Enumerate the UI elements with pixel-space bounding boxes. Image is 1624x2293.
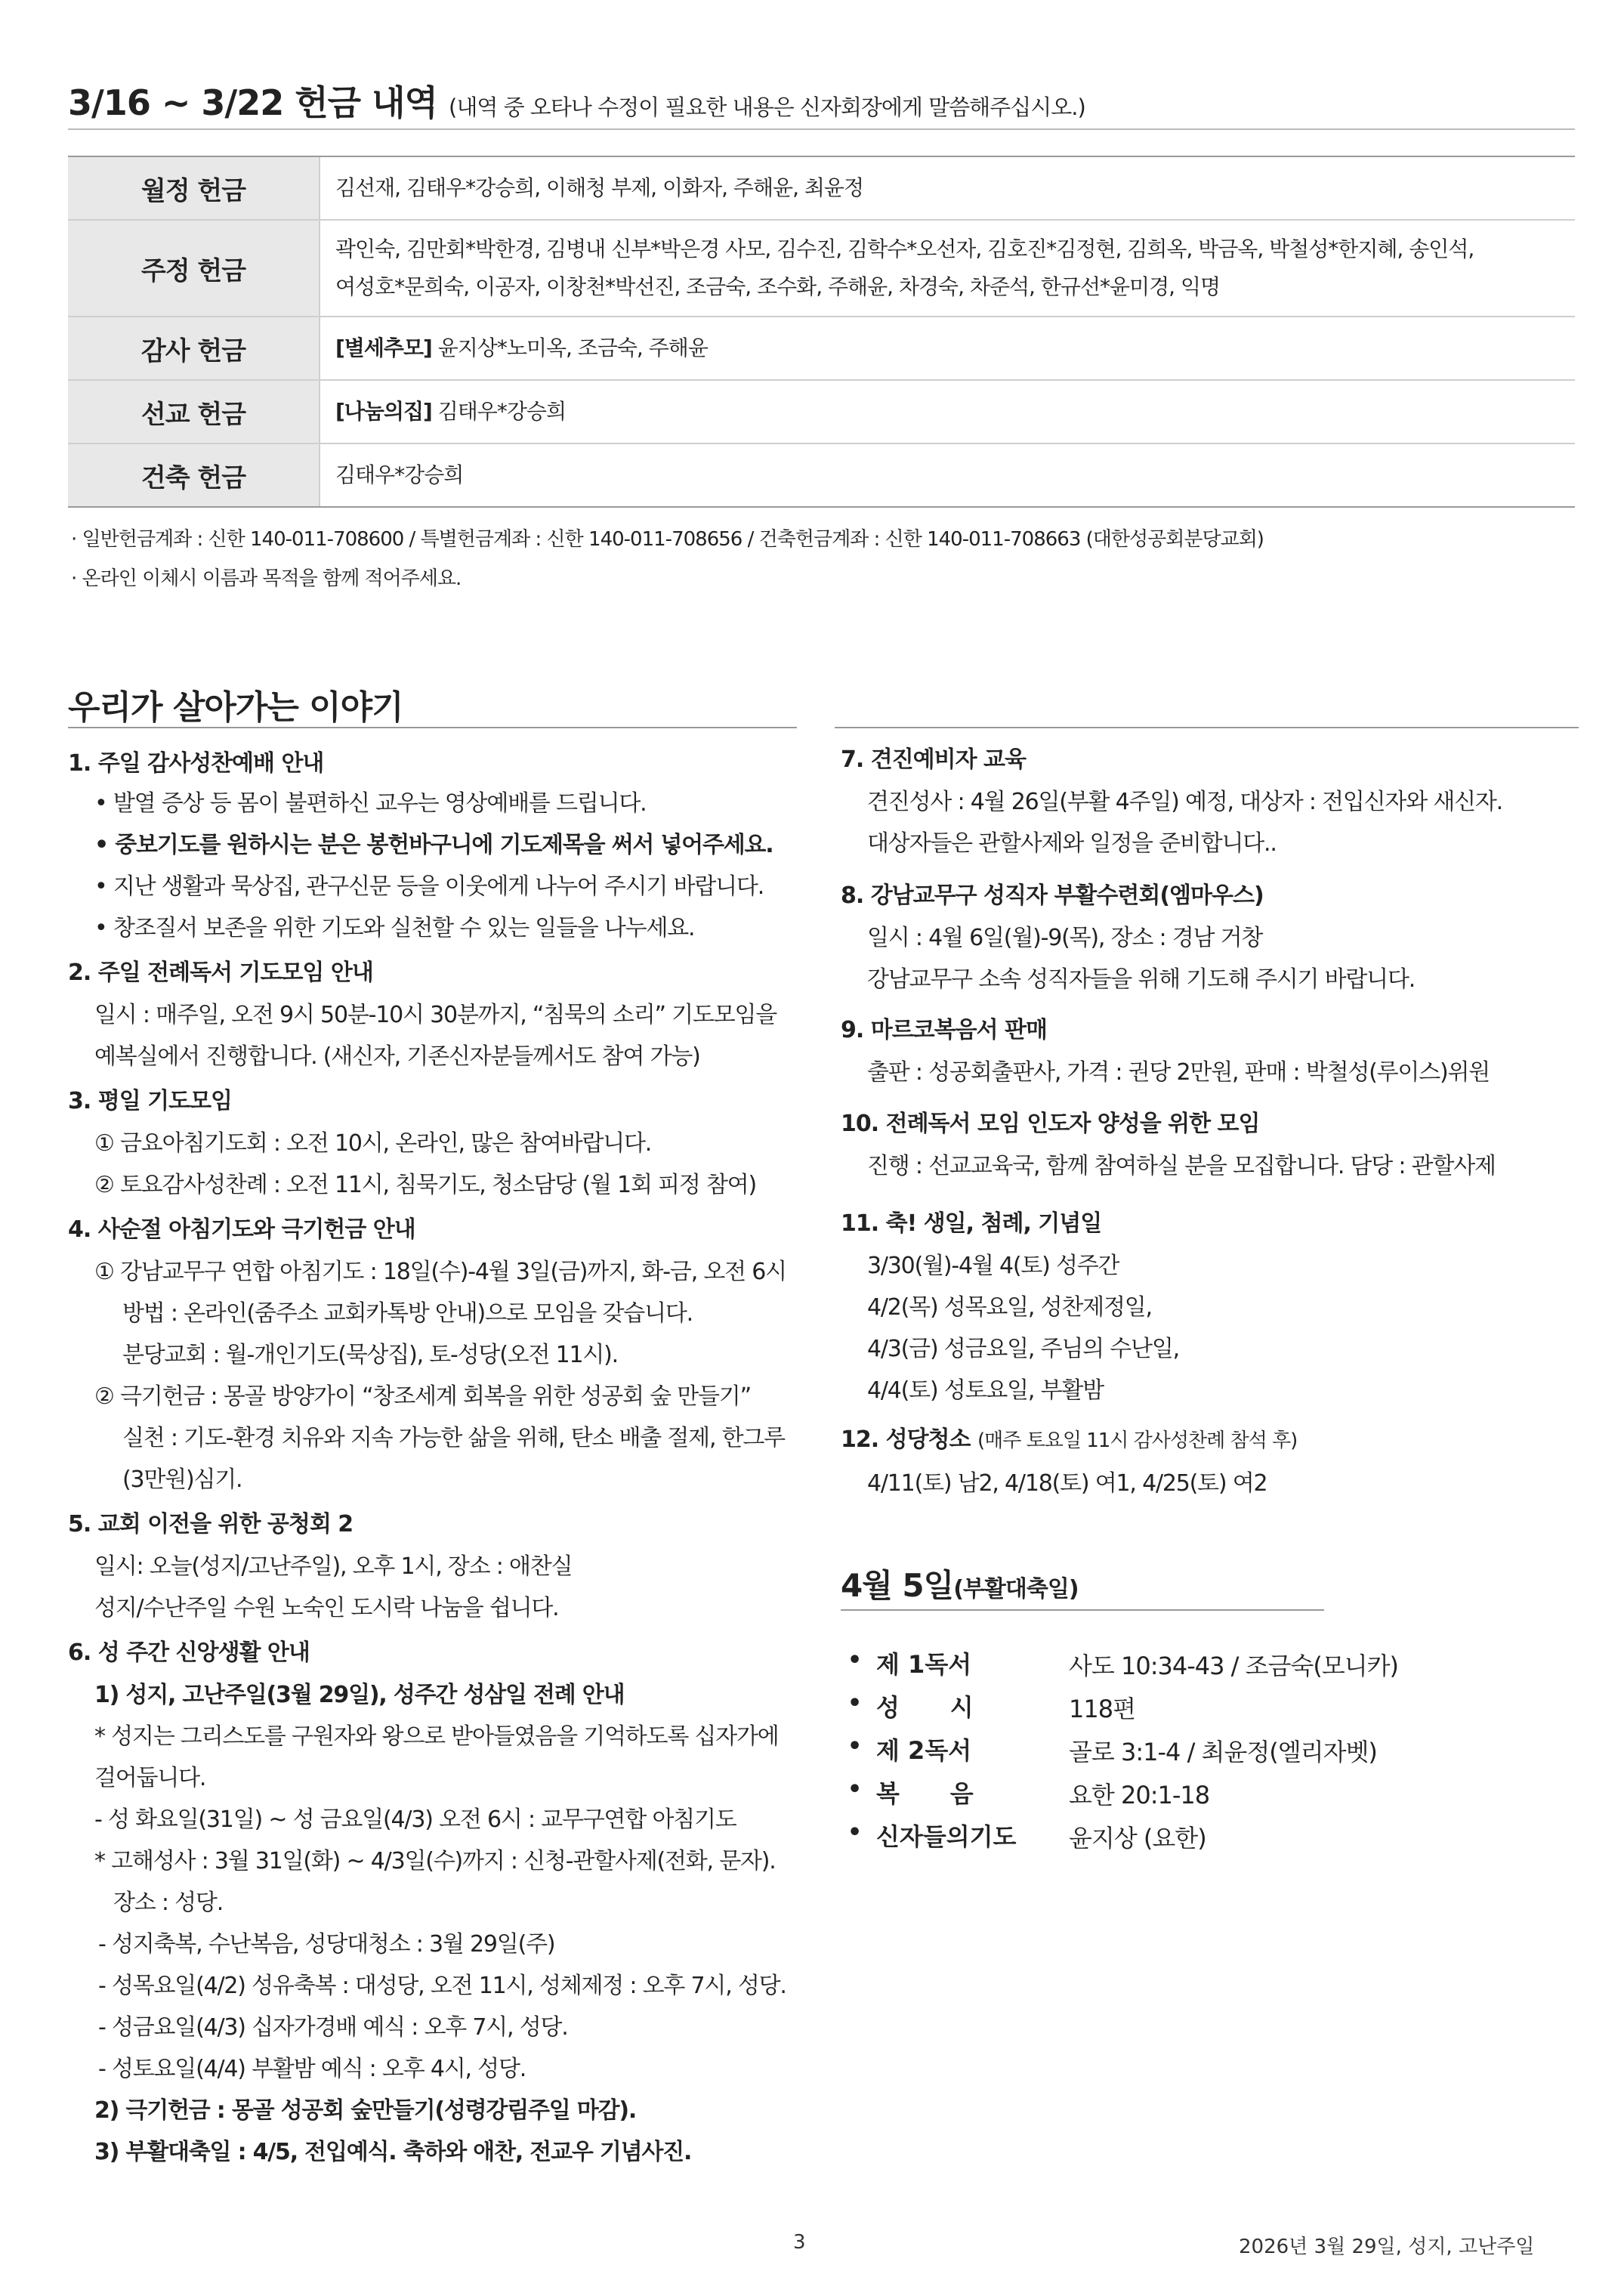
reading-value: 요한 20:1-18 <box>1069 1781 1210 1809</box>
reading-label: 제 1독서 <box>876 1650 972 1679</box>
offering-label: 감사 헌금 <box>68 317 320 380</box>
offering-row <box>68 380 1575 443</box>
reading-label: 제 2독서 <box>876 1736 972 1765</box>
item-line: 대상자들은 관할사제와 일정을 준비합니다.. <box>867 830 1277 857</box>
section-divider <box>835 727 1579 728</box>
item-subheading: 1) 성지, 고난주일(3월 29일), 성주간 성삼일 전례 안내 <box>94 1682 625 1708</box>
item-line: 걸어둡니다. <box>94 1765 206 1791</box>
offering-label: 건축 헌금 <box>68 443 320 507</box>
reading-label: 복 음 <box>876 1779 974 1808</box>
section-divider <box>68 727 797 728</box>
offering-names <box>320 317 1575 380</box>
item-line: 방법 : 온라인(줌주소 교회카톡방 안내)으로 모임을 갖습니다. <box>122 1300 693 1327</box>
offering-names-line: 김태우*강승희 <box>335 462 464 487</box>
offering-prefix: [나눔의집] <box>335 399 432 424</box>
item-line: 4/3(금) 성금요일, 주님의 수난일, <box>867 1336 1179 1362</box>
item-line: • 중보기도를 원하시는 분은 봉헌바구니에 기도제목을 써서 넣어주세요. <box>94 832 773 858</box>
item-subheading: 2) 극기헌금 : 몽골 성공회 숲만들기(성령강림주일 마감). <box>94 2097 637 2124</box>
reading-value: 118편 <box>1069 1695 1135 1723</box>
offering-title <box>68 76 1085 125</box>
item-heading-note: (매주 토요일 11시 감사성찬례 참석 후) <box>977 1429 1298 1452</box>
item-line: - 성 화요일(31일) ~ 성 금요일(4/3) 오전 6시 : 교무구연합 아침기도 <box>94 1806 736 1833</box>
item-line: - 성금요일(4/3) 십자가경배 예식 : 오후 7시, 성당. <box>98 2014 568 2041</box>
item-line: 성지/수난주일 수원 노숙인 도시락 나눔을 쉽니다. <box>94 1595 559 1621</box>
item-line: ② 토요감사성찬례 : 오전 11시, 침묵기도, 청소담당 (월 1회 피정 참여) <box>94 1172 757 1198</box>
item-line: 3/30(월)-4월 4(토) 성주간 <box>867 1253 1119 1279</box>
item-line: ① 금요아침기도회 : 오전 10시, 온라인, 많은 참여바랍니다. <box>94 1130 652 1157</box>
offering-names <box>320 220 1575 317</box>
offering-names <box>320 156 1575 220</box>
item-line: ① 강남교무구 연합 아침기도 : 18일(수)-4월 3일(금)까지, 화-금, 오전 6시 <box>94 1259 786 1285</box>
offering-names-line: 김선재, 김태우*강승희, 이해청 부제, 이화자, 주해윤, 최윤정 <box>335 175 864 200</box>
offering-names-line: 윤지상*노미옥, 조금숙, 주해윤 <box>431 335 708 360</box>
item-line: 강남교무구 소속 성직자들을 위해 기도해 주시기 바랍니다. <box>867 966 1416 993</box>
offering-table <box>68 156 1575 508</box>
item-heading: 10. 전례독서 모임 인도자 양성을 위한 모임 <box>841 1111 1260 1137</box>
offering-row <box>68 443 1575 507</box>
readings-date: 4월 5일 <box>841 1567 954 1604</box>
reading-label: 신자들의기도 <box>876 1822 1017 1851</box>
item-line: 일시: 오늘(성지/고난주일), 오후 1시, 장소 : 애찬실 <box>94 1553 573 1580</box>
item-heading-text: 12. 성당청소 <box>841 1426 971 1453</box>
footer-date: 2026년 3월 29일, 성지, 고난주일 <box>1239 2236 1535 2258</box>
offering-prefix: [별세추모] <box>335 335 432 360</box>
item-heading: 7. 견진예비자 교육 <box>841 746 1027 773</box>
readings-title <box>841 1561 1079 1606</box>
item-line: 4/2(목) 성목요일, 성찬제정일, <box>867 1294 1152 1321</box>
offering-row <box>68 220 1575 317</box>
readings-divider <box>841 1609 1324 1611</box>
item-line: • 지난 생활과 묵상집, 관구신문 등을 이웃에게 나누어 주시기 바랍니다. <box>94 873 764 900</box>
reading-label: 성 시 <box>876 1693 974 1722</box>
item-line: ② 극기헌금 : 몽골 방양가이 “창조세계 회복을 위한 성공회 숲 만들기” <box>94 1383 751 1410</box>
item-line: 예복실에서 진행합니다. (새신자, 기존신자분들께서도 참여 가능) <box>94 1043 700 1070</box>
item-heading: 5. 교회 이전을 위한 공청회 2 <box>68 1511 354 1537</box>
offering-names-line: 곽인숙, 김만회*박한경, 김병내 신부*박은경 사모, 김수진, 김학수*오선자, 김호진*김정현, 김희옥, 박금옥, 박철성*한지혜, 송인석, <box>335 236 1474 261</box>
item-line: • 창조질서 보존을 위한 기도와 실천할 수 있는 일들을 나누세요. <box>94 915 695 941</box>
bullet: • <box>848 1690 863 1717</box>
offering-names-line: 김태우*강승희 <box>431 399 566 424</box>
account-info: · 일반헌금계좌 : 신한 140-011-708600 / 특별헌금계좌 : 신한 140-011-708656 / 건축헌금계좌 : 신한 140-011-708663 (대한성공회분당교회) <box>71 528 1264 551</box>
item-line: 실천 : 기도-환경 치유와 지속 가능한 삶을 위해, 탄소 배출 절제, 한그루 <box>122 1425 785 1451</box>
item-heading: 6. 성 주간 신앙생활 안내 <box>68 1639 310 1666</box>
item-line: 일시 : 매주일, 오전 9시 50분-10시 30분까지, “침묵의 소리” 기도모임을 <box>94 1002 777 1028</box>
reading-value: 사도 10:34-43 / 조금숙(모니카) <box>1069 1652 1399 1680</box>
item-line: 4/11(토) 남2, 4/18(토) 여1, 4/25(토) 여2 <box>867 1470 1267 1497</box>
bullet: • <box>848 1733 863 1760</box>
offering-names <box>320 443 1575 507</box>
item-heading: 1. 주일 감사성찬예배 안내 <box>68 750 324 777</box>
item-heading: 4. 사순절 아침기도와 극기헌금 안내 <box>68 1216 415 1243</box>
item-line: (3만원)심기. <box>122 1466 242 1493</box>
item-line: * 성지는 그리스도를 구원자와 왕으로 받아들였음을 기억하도록 십자가에 <box>94 1723 779 1750</box>
item-line: 진행 : 선교교육국, 함께 참여하실 분을 모집합니다. 담당 : 관할사제 <box>867 1153 1496 1179</box>
item-heading: 3. 평일 기도모임 <box>68 1088 233 1114</box>
offering-label: 선교 헌금 <box>68 380 320 443</box>
offering-row <box>68 156 1575 220</box>
reading-value: 골로 3:1-4 / 최윤정(엘리자벳) <box>1069 1738 1377 1766</box>
page-number: 3 <box>793 2231 806 2254</box>
offering-label: 월정 헌금 <box>68 156 320 220</box>
item-line: * 고해성사 : 3월 31일(화) ~ 4/3일(수)까지 : 신청-관할사제(전화, 문자). <box>94 1848 776 1874</box>
offering-names <box>320 380 1575 443</box>
bullet: • <box>848 1776 863 1803</box>
item-line: 4/4(토) 성토요일, 부활밤 <box>867 1377 1104 1404</box>
item-heading: 9. 마르코복음서 판매 <box>841 1017 1047 1043</box>
item-line: 분당교회 : 월-개인기도(묵상집), 토-성당(오전 11시). <box>122 1342 619 1368</box>
offering-note: (내역 중 오타나 수정이 필요한 내용은 신자회장에게 말씀해주십시오.) <box>449 94 1085 120</box>
reading-value: 윤지상 (요한) <box>1069 1824 1206 1853</box>
title-divider <box>68 128 1575 130</box>
item-heading: 11. 축! 생일, 첨례, 기념일 <box>841 1210 1102 1237</box>
item-line: - 성목요일(4/2) 성유축복 : 대성당, 오전 11시, 성체제정 : 오후 7시, 성당. <box>98 1973 786 1999</box>
readings-subtitle: (부활대축일) <box>953 1576 1079 1602</box>
item-line: - 성지축복, 수난복음, 성당대청소 : 3월 29일(주) <box>98 1931 555 1958</box>
transfer-note: · 온라인 이체시 이름과 목적을 함께 적어주세요. <box>71 567 462 590</box>
item-heading <box>841 1420 1297 1454</box>
item-line: • 발열 증상 등 몸이 불편하신 교우는 영상예배를 드립니다. <box>94 790 647 817</box>
bullet: • <box>848 1647 863 1673</box>
item-line: - 성토요일(4/4) 부활밤 예식 : 오후 4시, 성당. <box>98 2056 526 2082</box>
item-line: 견진성사 : 4월 26일(부활 4주일) 예정, 대상자 : 전입신자와 새신자. <box>867 789 1503 815</box>
offering-row <box>68 317 1575 380</box>
item-line: 일시 : 4월 6일(월)-9(목), 장소 : 경남 거창 <box>867 925 1263 951</box>
section-title: 우리가 살아가는 이야기 <box>68 688 403 727</box>
item-heading: 2. 주일 전례독서 기도모임 안내 <box>68 960 373 986</box>
bullet: • <box>848 1819 863 1846</box>
item-line: 장소 : 성당. <box>113 1890 224 1916</box>
offering-label: 주정 헌금 <box>68 220 320 317</box>
item-line: 출판 : 성공회출판사, 가격 : 권당 2만원, 판매 : 박철성(루이스)위원 <box>867 1059 1490 1086</box>
offering-title-text: 3/16 ~ 3/22 헌금 내역 <box>68 82 437 123</box>
offering-names-line: 여성호*문희숙, 이공자, 이창천*박선진, 조금숙, 조수화, 주해윤, 차경숙, 차준석, 한규선*윤미경, 익명 <box>335 274 1221 299</box>
item-subheading: 3) 부활대축일 : 4/5, 전입예식. 축하와 애찬, 전교우 기념사진. <box>94 2139 692 2165</box>
item-heading: 8. 강남교무구 성직자 부활수련회(엠마우스) <box>841 882 1264 909</box>
